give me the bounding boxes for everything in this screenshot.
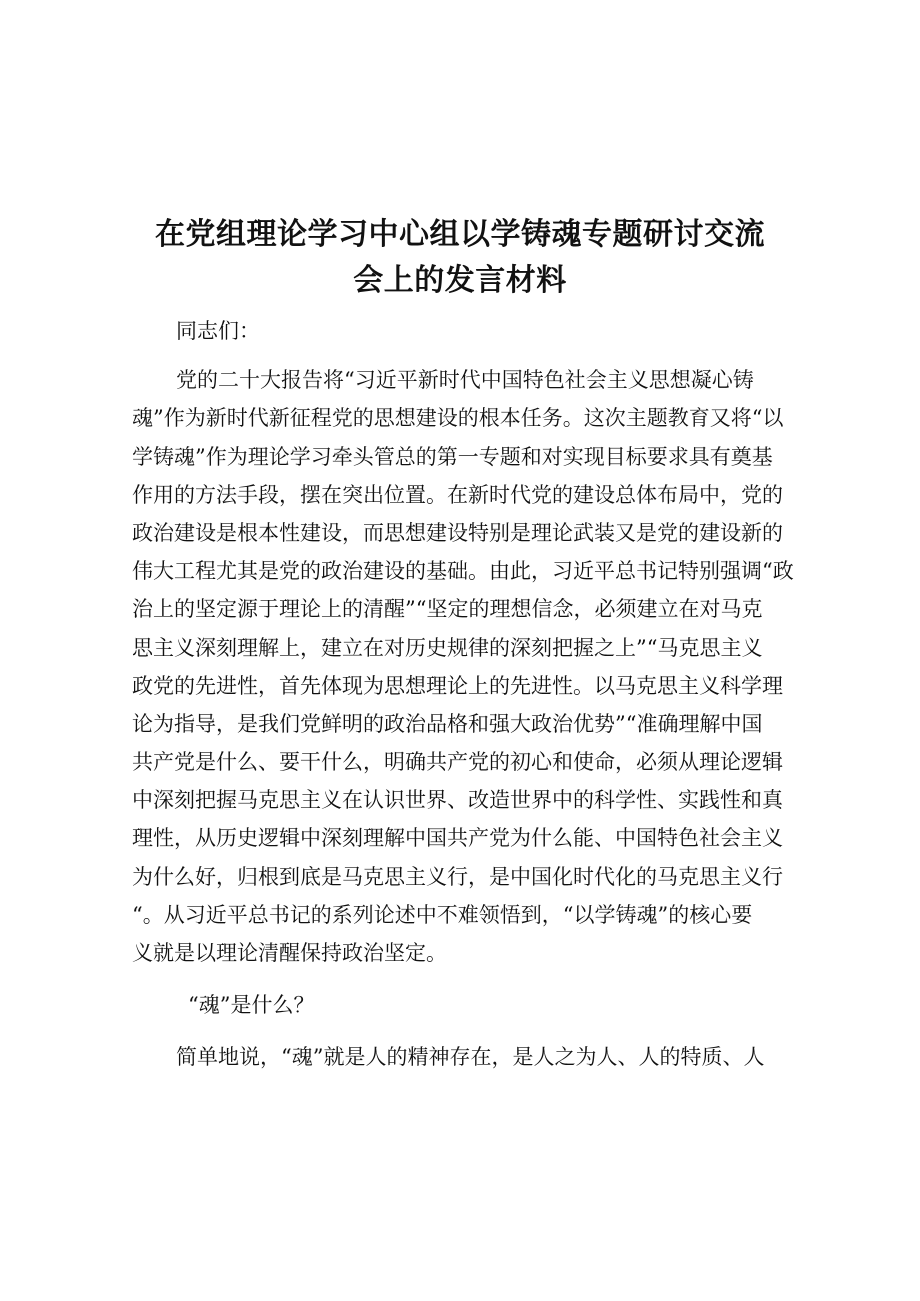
paragraph-line: 思主义深刻理解上，建立在对历史规律的深刻把握之上”“马克思主义	[132, 635, 763, 660]
paragraph-2	[132, 1038, 802, 1076]
paragraph-line: 党的二十大报告将“习近平新时代中国特色社会主义思想凝心铸	[176, 368, 754, 393]
paragraph-line: 中深刻把握马克思主义在认识世界、改造世界中的科学性、实践性和真	[132, 788, 783, 813]
paragraph-line: 伟大工程尤其是党的政治建设的基础。由此，习近平总书记特别强调“政	[132, 559, 794, 584]
title-line-2: 会上的发言材料	[353, 263, 567, 298]
section-question: “魂”是什么？	[188, 993, 315, 1018]
paragraph-line: 共产党是什么、要干什么，明确共产党的初心和使命，必须从理论逻辑	[132, 750, 783, 775]
paragraph-line: 学铸魂”作为理论学习牵头管总的第一专题和对实现目标要求具有奠基	[132, 444, 773, 469]
title-line-1: 在党组理论学习中心组以学铸魂专题研讨交流	[155, 217, 765, 252]
paragraph-line: 治上的坚定源于理论上的清醒”“坚定的理想信念，必须建立在对马克	[132, 597, 763, 622]
paragraph-line: 理性，从历史逻辑中深刻理解中国共产党为什么能、中国特色社会主义	[132, 826, 783, 851]
paragraph-line: 简单地说，“魂”就是人的精神存在，是人之为人、人的特质、人	[176, 1045, 765, 1070]
paragraph-line: 政治建设是根本性建设，而思想建设特别是理论武装又是党的建设新的	[132, 520, 783, 545]
paragraph-line: 论为指导，是我们党鲜明的政治品格和强大政治优势”“准确理解中国	[132, 711, 763, 736]
paragraph-line: 作用的方法手段，摆在突出位置。在新时代党的建设总体布局中，党的	[132, 482, 783, 507]
paragraph-line: 为什么好，归根到底是马克思主义行，是中国化时代化的马克思主义行	[132, 864, 783, 889]
salutation: 同志们：	[176, 319, 260, 343]
document-body	[132, 312, 802, 1077]
paragraph-line: 义就是以理论清醒保持政治坚定。	[132, 941, 447, 965]
document-title	[120, 212, 800, 304]
paragraph-line: 魂”作为新时代新征程党的思想建设的根本任务。这次主题教育又将“以	[132, 406, 784, 431]
paragraph-line: “。从习近平总书记的系列论述中不难领悟到，“以学铸魂”的核心要	[132, 902, 753, 927]
paragraph-line: 政党的先进性，首先体现为思想理论上的先进性。以马克思主义科学理	[132, 673, 783, 698]
paragraph-1	[132, 361, 802, 972]
